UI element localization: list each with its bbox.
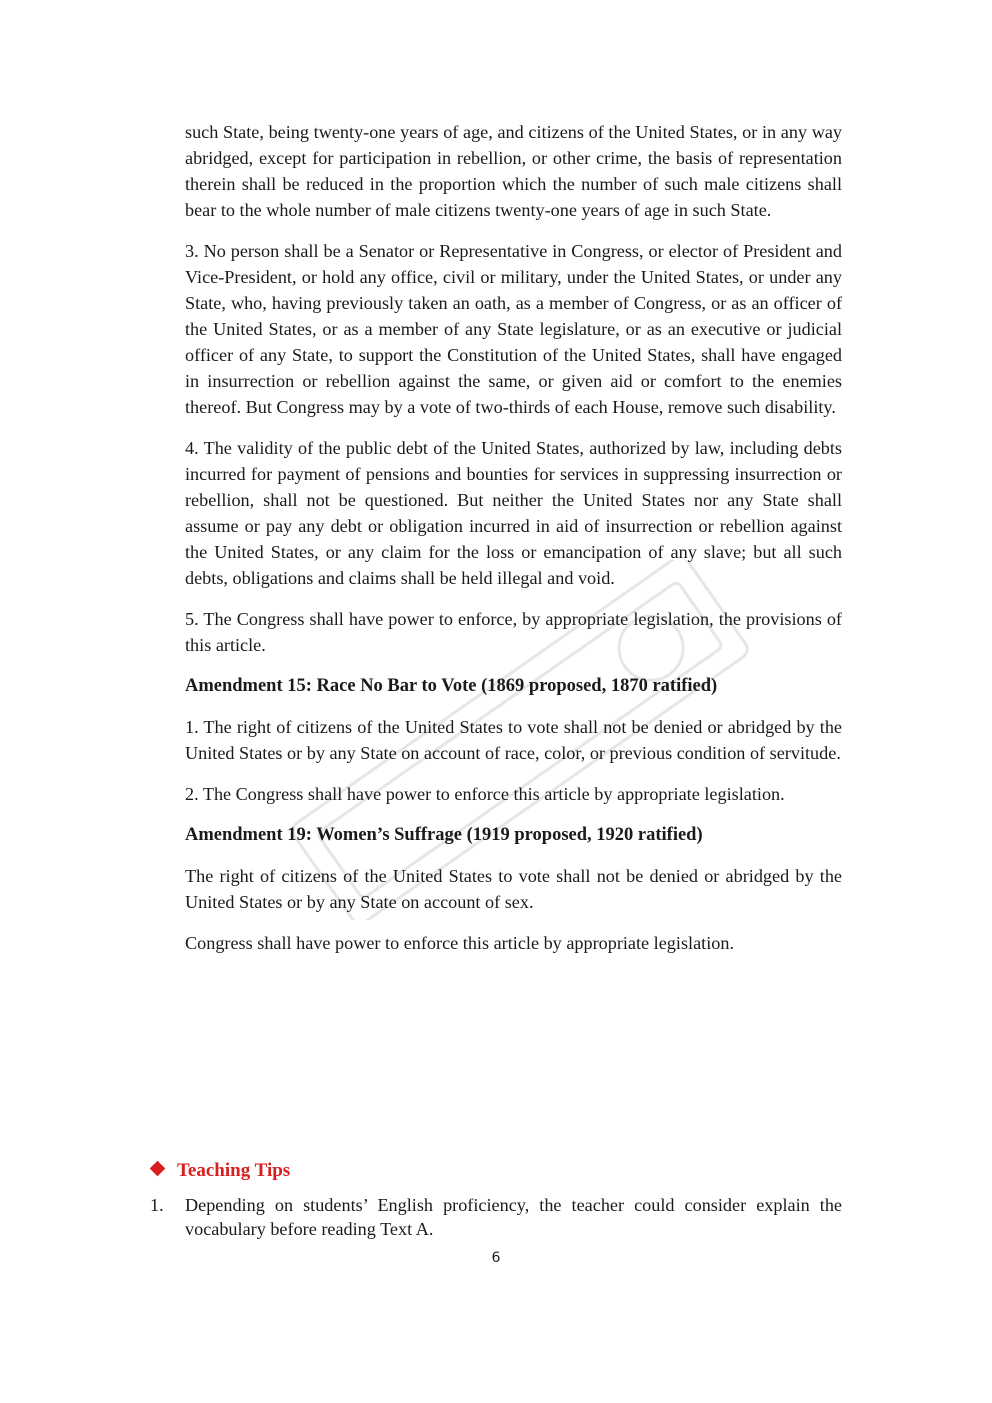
- teaching-tips-title: Teaching Tips: [177, 1160, 291, 1181]
- teaching-tip-item: [150, 1193, 842, 1241]
- paragraph-section-5: 5. The Congress shall have power to enforce, by appropriate legislation, the provisions of this article.: [185, 609, 842, 655]
- amendment-15-section-2: 2. The Congress shall have power to enforce this article by appropriate legislation.: [185, 784, 785, 804]
- amendment-15-section-1: 1. The right of citizens of the United States to vote shall not be denied or abridged by the United States or by any State on account of race, color, or previous condition of servitude.: [185, 717, 842, 763]
- document-body: [185, 119, 842, 971]
- amendment-19-paragraph-1: The right of citizens of the United States to vote shall not be denied or abridged by the United States or by any State on account of sex.: [185, 866, 842, 912]
- paragraph-section-4: 4. The validity of the public debt of the United States, authorized by law, including debts incurred for payment of pensions and bounties for services in suppressing insurrection or rebellion, shall not be questioned. But neither the United States nor any State shall assume or pay any debt or obligation incurred in aid of insurrection or rebellion against the United States, or any claim for the loss or emancipation of any slave; but all such debts, obligations and claims shall be held illegal and void.: [185, 438, 842, 588]
- teaching-tip-text: Depending on students’ English proficiency, the teacher could consider explain the vocabulary before reading Text A.: [185, 1195, 842, 1239]
- paragraph-continuation: such State, being twenty-one years of age, and citizens of the United States, or in any way abridged, except for participation in rebellion, or other crime, the basis of representation therein shall be reduced in the proportion which the number of such male citizens shall bear to the whole number of male citizens twenty-one years of age in such State.: [185, 122, 842, 220]
- amendment-19-paragraph-2: Congress shall have power to enforce this article by appropriate legislation.: [185, 933, 734, 953]
- paragraph-section-3: 3. No person shall be a Senator or Representative in Congress, or elector of President and Vice-President, or hold any office, civil or military, under the United States, or under any State, who, having previously taken an oath, as a member of Congress, or as an officer of the United States, or as a member of any State legislature, or as an executive or judicial officer of any State, to support the Constitution of the United States, shall have engaged in insurrection or rebellion against the same, or given aid or comfort to the enemies thereof. But Congress may by a vote of two-thirds of each House, remove such disability.: [185, 241, 842, 417]
- teaching-tip-number: 1.: [150, 1195, 164, 1215]
- page-number: 6: [491, 1250, 501, 1266]
- teaching-tips-heading: [152, 1158, 290, 1184]
- amendment-19-heading: Amendment 19: Women’s Suffrage (1919 proposed, 1920 ratified): [185, 825, 703, 845]
- diamond-bullet-icon: [150, 1161, 166, 1177]
- amendment-15-heading: Amendment 15: Race No Bar to Vote (1869 proposed, 1870 ratified): [185, 676, 718, 696]
